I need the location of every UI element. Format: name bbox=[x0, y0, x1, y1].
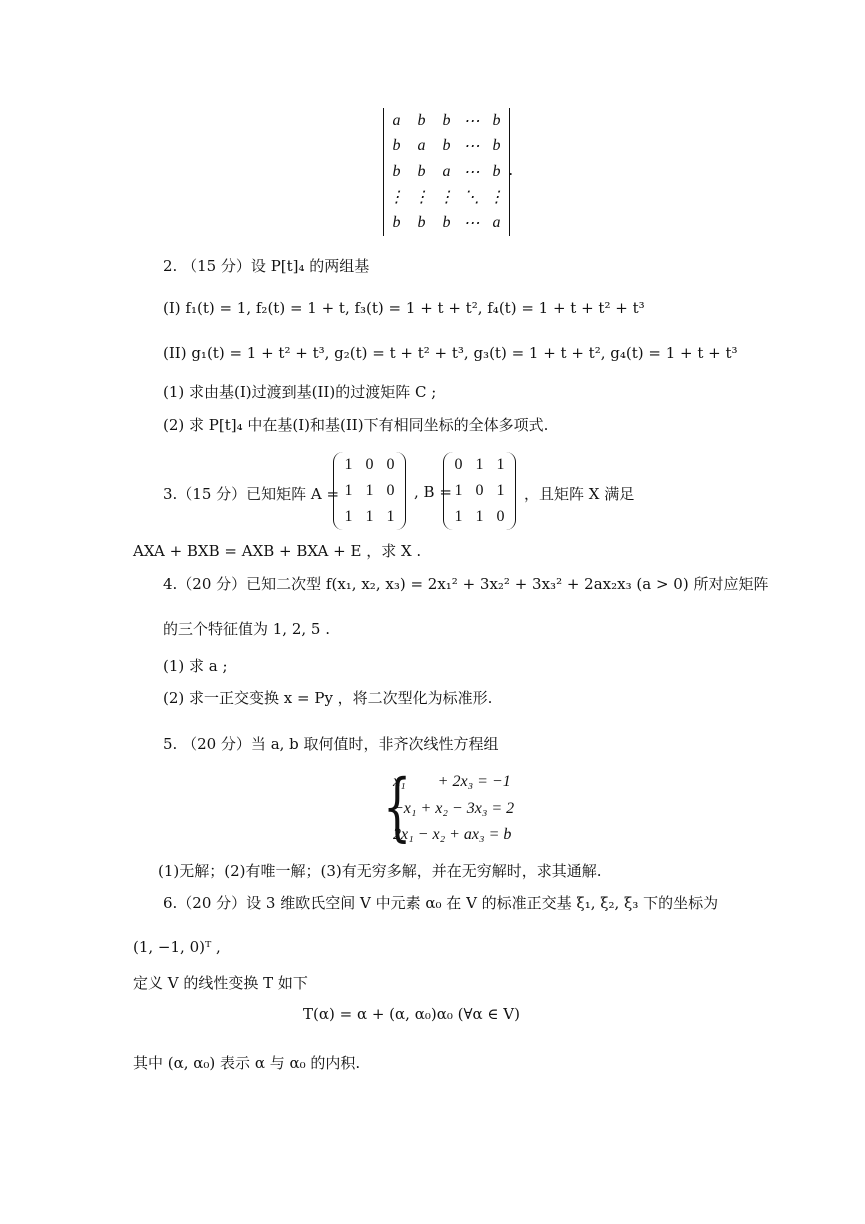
q5-header: 5. （20 分）当 a, b 取何值时，非齐次线性方程组 bbox=[163, 735, 499, 753]
matrix-cell: 0 bbox=[365, 456, 374, 473]
det-cell: a bbox=[492, 213, 501, 231]
matrix-cell: 1 bbox=[386, 508, 395, 525]
det-cell: ⋯ bbox=[463, 214, 480, 232]
q4-line-2: 的三个特征值为 1, 2, 5 . bbox=[163, 620, 331, 638]
matrix-cell: 1 bbox=[496, 456, 505, 473]
q2-basis-1: (I) f₁(t) = 1, f₂(t) = 1 + t, f₃(t) = 1 + t + t², f₄(t) = 1 + t + t² + t³ bbox=[163, 299, 645, 317]
det-cell: ⋮ bbox=[413, 189, 430, 207]
system-brace: { bbox=[383, 764, 412, 850]
det-cell: ⋮ bbox=[388, 189, 405, 207]
matrix-cell: 1 bbox=[344, 456, 353, 473]
det-cell: b bbox=[417, 213, 426, 231]
det-cell: b bbox=[392, 137, 401, 155]
det-cell: ⋯ bbox=[463, 138, 480, 156]
det-cell: ⋯ bbox=[463, 163, 480, 181]
q4-line-1: 4.（20 分）已知二次型 f(x₁, x₂, x₃) = 2x₁² + 3x₂² + 3x₃² + 2ax₂x₃ (a > 0) 所对应矩阵 bbox=[163, 575, 769, 593]
q4-part-2: (2) 求一正交变换 x = Py ，将二次型化为标准形. bbox=[163, 689, 493, 707]
q2-part-1: (1) 求由基(I)过渡到基(II)的过渡矩阵 C ; bbox=[163, 383, 437, 401]
q3-prefix: 3.（15 分）已知矩阵 A = bbox=[163, 485, 340, 503]
matrix-cell: 0 bbox=[475, 482, 484, 499]
matrix-cell: 1 bbox=[454, 482, 463, 499]
det-cell: ⋯ bbox=[463, 112, 480, 130]
det-cell: b bbox=[417, 162, 426, 180]
det-cell: b bbox=[492, 137, 501, 155]
determinant bbox=[383, 108, 510, 236]
q6-line-1: 6.（20 分）设 3 维欧氏空间 V 中元素 α₀ 在 V 的标准正交基 ξ₁, ξ₂, ξ₃ 下的坐标为 bbox=[163, 894, 719, 912]
matrix-cell: 1 bbox=[365, 508, 374, 525]
det-cell: b bbox=[392, 162, 401, 180]
matrix-cell: 1 bbox=[475, 508, 484, 525]
q2-basis-2: (II) g₁(t) = 1 + t² + t³, g₂(t) = t + t² + t³, g₃(t) = 1 + t + t², g₄(t) = 1 + t + t³ bbox=[163, 344, 738, 362]
q6-line-3: 定义 V 的线性变换 T 如下 bbox=[133, 974, 308, 992]
determinant-grid bbox=[384, 108, 509, 236]
q2-header: 2. （15 分）设 P[t]₄ 的两组基 bbox=[163, 257, 370, 275]
matrix-cell: 1 bbox=[344, 482, 353, 499]
matrix-cell: 1 bbox=[365, 482, 374, 499]
det-cell: b bbox=[392, 213, 401, 231]
matrix-cell: 0 bbox=[454, 456, 463, 473]
det-cell: b bbox=[492, 162, 501, 180]
det-cell: a bbox=[417, 137, 426, 155]
q6-definition: T(α) = α + (α, α₀)α₀ (∀α ∈ V) bbox=[303, 1005, 520, 1023]
matrix-cell: 1 bbox=[496, 482, 505, 499]
matrix-cell: 1 bbox=[454, 508, 463, 525]
matrix-b bbox=[443, 452, 516, 530]
det-cell: a bbox=[392, 111, 401, 129]
det-cell: b bbox=[442, 137, 451, 155]
system-eq-3: 2x₁ − x₂ + ax₃ = b bbox=[393, 826, 512, 843]
matrix-cell: 0 bbox=[386, 456, 395, 473]
q4-part-1: (1) 求 a ; bbox=[163, 657, 228, 675]
det-cell: b bbox=[492, 111, 501, 129]
matrix-cell: 0 bbox=[386, 482, 395, 499]
q2-part-2: (2) 求 P[t]₄ 中在基(I)和基(II)下有相同坐标的全体多项式. bbox=[163, 416, 549, 434]
q5-cases: (1)无解；(2)有唯一解；(3)有无穷多解，并在无穷解时，求其通解. bbox=[158, 862, 602, 880]
det-cell: b bbox=[442, 111, 451, 129]
matrix-cell: 1 bbox=[475, 456, 484, 473]
q3-equation: AXA + BXB = AXB + BXA + E ，求 X . bbox=[133, 542, 422, 560]
q3-suffix: ，且矩阵 X 满足 bbox=[524, 485, 635, 503]
system-eq-1: x₁ + 2x₃ = −1 bbox=[393, 773, 511, 790]
q6-coords: (1, −1, 0)ᵀ , bbox=[133, 938, 221, 956]
q3-mid: , B = bbox=[414, 483, 452, 501]
det-cell: ⋮ bbox=[488, 189, 505, 207]
det-cell: b bbox=[417, 111, 426, 129]
det-cell: a bbox=[442, 162, 451, 180]
system-eq-2: −x₁ + x₂ − 3x₃ = 2 bbox=[393, 800, 515, 817]
det-cell: ⋮ bbox=[438, 189, 455, 207]
matrix-a bbox=[333, 452, 406, 530]
det-cell: ⋱ bbox=[463, 189, 480, 207]
matrix-cell: 1 bbox=[344, 508, 353, 525]
q6-line-5: 其中 (α, α₀) 表示 α 与 α₀ 的内积. bbox=[133, 1054, 361, 1072]
determinant-period: . bbox=[509, 160, 514, 179]
det-cell: b bbox=[442, 213, 451, 231]
matrix-cell: 0 bbox=[496, 508, 505, 525]
